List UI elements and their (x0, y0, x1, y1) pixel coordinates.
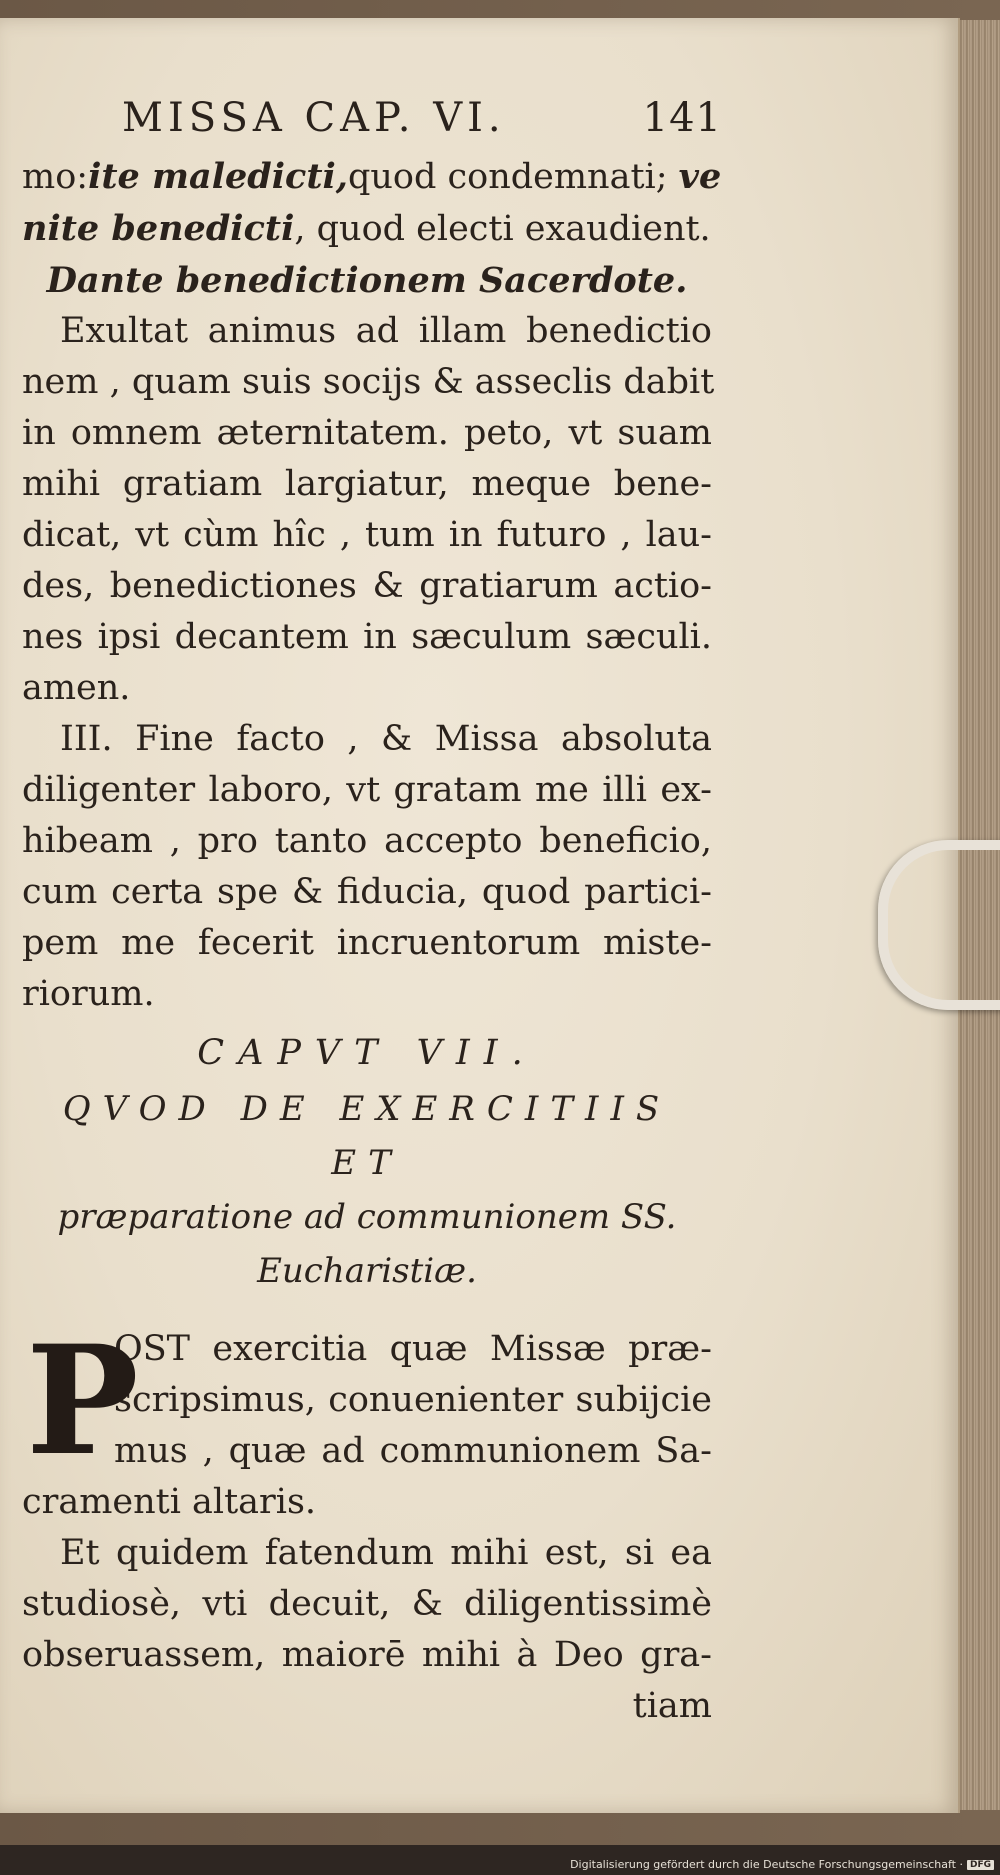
running-head-title: MISSA CAP. VI. (122, 95, 506, 141)
page-number: 141 (642, 95, 722, 141)
text-line: mo:ite maledicti,quod condemnati; ve (22, 156, 722, 197)
chapter-title: QVOD DE EXERCITIIS ET præparatione ad communionem SS. Eucharistiæ. (57, 1089, 677, 1291)
chapter-number: CAPVT VII. (197, 1033, 537, 1073)
text-line: des, benedictiones & gratiarum actio- (22, 566, 712, 606)
dfg-logo: DFG (967, 1860, 994, 1870)
text-line: in omnem æternitatem. peto, vt suam (22, 413, 712, 453)
text-line: III. Fine facto , & Missa absoluta (60, 719, 712, 759)
running-head (22, 95, 722, 151)
catchword: tiam (632, 1686, 712, 1726)
bookmark-clip (878, 840, 1000, 1010)
text-line: Et quidem fatendum mihi est, si ea (60, 1533, 712, 1573)
text-line: mihi gratiam largiatur, meque bene- (22, 464, 712, 504)
text-line: cum certa spe & fiducia, quod partici- (22, 872, 712, 912)
text-line: mus , quæ ad communionem Sa- (114, 1431, 712, 1471)
text-line: nite benedicti, quod electi exaudient. (22, 208, 711, 249)
paragraph-with-initial (22, 1313, 712, 1528)
text-line: dicat, vt cùm hîc , tum in futuro , lau- (22, 515, 712, 555)
text-line: studiosè, vti decuit, & diligentissimè (22, 1584, 712, 1624)
text-line: Exultat animus ad illam benedictio (60, 311, 712, 351)
subheading: Dante benedictionem Sacerdote. (46, 260, 688, 301)
page-text (22, 95, 722, 1732)
text-line: nes ipsi decantem in sæculum sæculi. (22, 617, 712, 657)
text-line: scripsimus, conuenienter subijcie (114, 1380, 712, 1420)
text-line: riorum. (22, 974, 155, 1014)
text-line: hibeam , pro tanto accepto beneficio, (22, 821, 712, 861)
text-line: diligenter laboro, vt gratam me illi ex- (22, 770, 712, 810)
drop-cap-initial: P (26, 1313, 139, 1489)
text-line: nem , quam suis socijs & asseclis dabit (22, 362, 715, 402)
text-line: pem me fecerit incruentorum miste- (22, 923, 712, 963)
text-line: amen. (22, 668, 131, 708)
text-line: OST exercitia quæ Missæ præ- (114, 1329, 712, 1369)
text-line: obseruassem, maiorē mihi à Deo gra- (22, 1635, 712, 1675)
digitization-credit: Digitalisierung gefördert durch die Deutsche Forschungsgemeinschaft · DFG (570, 1858, 994, 1871)
text-line: cramenti altaris. (22, 1482, 317, 1522)
